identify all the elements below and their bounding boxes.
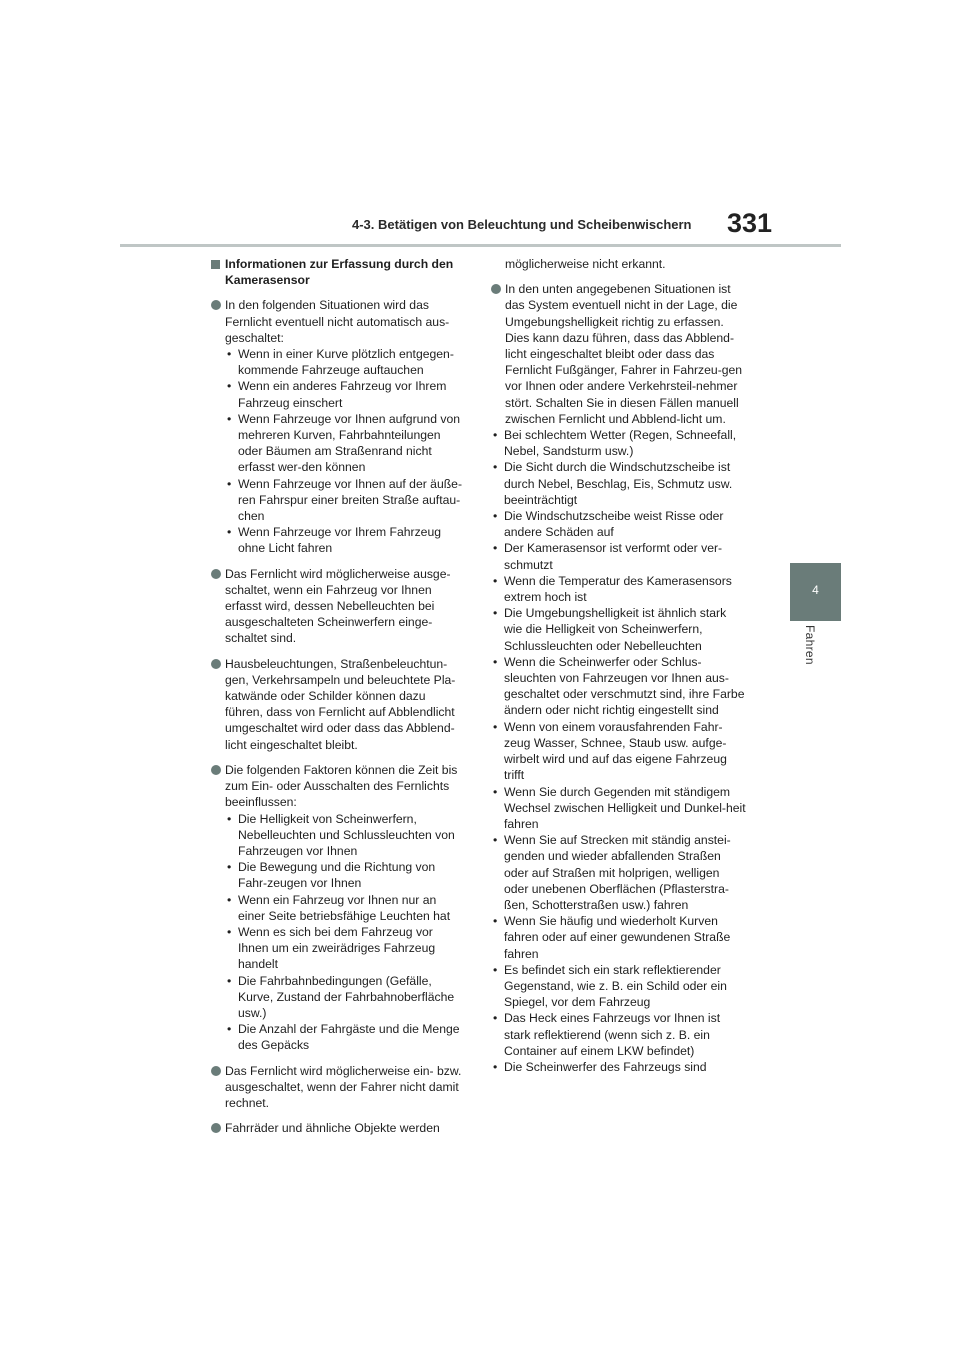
list-item-text: Wenn Sie häufig und wiederholt Kurven fahren oder auf einer gewundenen Straße fahren xyxy=(504,914,731,961)
paragraph-text: Hausbeleuchtungen, Straßenbeleuchtun-gen, Verkehrsampeln und beleuchtete Pla-katwände oder Schilder können dazu führen, dass von Fernlicht auf Abblendlicht umgeschaltet wird oder dass das Abblend-licht eingeschaltet bleibt. xyxy=(225,656,456,752)
list-item xyxy=(225,811,466,860)
bullet-mark: • xyxy=(493,654,498,669)
list-item-text: Das Heck eines Fahrzeugs vor Ihnen ist stark reflektierend (wenn sich z. B. ein Container auf einem LKW befindet) xyxy=(504,1011,721,1058)
dot-icon xyxy=(211,765,221,775)
list-item-text: Wenn in einer Kurve plötzlich entgegen-kommende Fahrzeuge auftauchen xyxy=(238,347,454,378)
header-title: 4-3. Betätigen von Beleuchtung und Scheibenwischern xyxy=(352,217,692,232)
bullet-mark: • xyxy=(227,347,232,362)
bullet-mark: • xyxy=(227,411,232,426)
paragraph xyxy=(211,656,466,753)
list-item xyxy=(491,654,746,719)
list-item-text: Die Umgebungshelligkeit ist ähnlich stark wie die Helligkeit von Scheinwerfern, Schlussleuchten oder Nebelleuchten xyxy=(504,606,727,653)
list-item xyxy=(491,573,746,605)
list-item-text: Wenn es sich bei dem Fahrzeug vor Ihnen um ein zweirädriges Fahrzeug handelt xyxy=(238,924,436,972)
chapter-label: Fahren xyxy=(803,625,817,665)
list-item xyxy=(225,924,466,973)
paragraph-text: Fahrräder und ähnliche Objekte werden xyxy=(225,1121,440,1136)
bullet-mark: • xyxy=(493,914,498,929)
bullet-mark: • xyxy=(227,860,232,875)
bullet-mark: • xyxy=(227,924,232,939)
bullet-mark: • xyxy=(227,1022,232,1037)
bullet-mark: • xyxy=(227,525,232,540)
list-item xyxy=(225,859,466,891)
list-item-text: Wenn Fahrzeuge vor Ihnen auf der äuße-ren Fahrspur einer breiten Straße auftau-chen xyxy=(238,476,463,524)
dot-icon xyxy=(491,284,501,294)
bullet-list xyxy=(225,811,466,1054)
list-item-text: Die Windschutzscheibe weist Risse oder andere Schäden auf xyxy=(504,509,724,540)
list-item xyxy=(491,1010,746,1059)
list-item-text: Die Bewegung und die Richtung von Fahr-zeugen vor Ihnen xyxy=(238,860,436,891)
list-item xyxy=(491,508,746,540)
dot-icon xyxy=(211,659,221,669)
bullet-list xyxy=(491,427,746,1075)
list-item-text: Wenn ein Fahrzeug vor Ihnen nur an einer Seite betriebsfähige Leuchten hat xyxy=(238,892,451,923)
list-item xyxy=(225,524,466,556)
list-item xyxy=(225,892,466,924)
list-item-text: Der Kamerasensor ist verformt oder ver-schmutzt xyxy=(504,541,723,572)
dot-icon xyxy=(211,1066,221,1076)
bullet-mark: • xyxy=(227,892,232,907)
bullet-mark: • xyxy=(493,509,498,524)
list-item-text: Wenn Fahrzeuge vor Ihrem Fahrzeug ohne Licht fahren xyxy=(238,525,441,556)
left-column xyxy=(211,256,466,1145)
bullet-mark: • xyxy=(493,1011,498,1026)
list-item xyxy=(491,1059,746,1075)
right-column xyxy=(491,256,746,1075)
dot-icon xyxy=(211,300,221,310)
list-item xyxy=(225,1021,466,1053)
list-item xyxy=(491,962,746,1011)
bullet-mark: • xyxy=(227,811,232,826)
list-item xyxy=(491,459,746,508)
bullet-mark: • xyxy=(493,606,498,621)
list-item-text: Wenn von einem vorausfahrenden Fahr-zeug Wasser, Schnee, Staub usw. aufge-wirbelt wird und auf das eigene Fahrzeug trifft xyxy=(504,719,727,783)
header-rule xyxy=(120,244,841,247)
bullet-mark: • xyxy=(493,784,498,799)
list-item xyxy=(491,719,746,784)
list-item xyxy=(491,913,746,962)
list-item-text: Die Scheinwerfer des Fahrzeugs sind xyxy=(504,1059,707,1074)
page-number: 331 xyxy=(727,208,773,238)
bullet-list xyxy=(225,346,466,557)
list-item xyxy=(225,378,466,410)
list-item-text: Die Anzahl der Fahrgäste und die Menge des Gepäcks xyxy=(238,1022,460,1053)
list-item xyxy=(225,973,466,1022)
paragraph xyxy=(211,762,466,1054)
paragraph xyxy=(211,1120,466,1136)
list-item-text: Bei schlechtem Wetter (Regen, Schneefall, Nebel, Sandsturm usw.) xyxy=(504,428,737,459)
bullet-mark: • xyxy=(493,460,498,475)
list-item xyxy=(491,784,746,833)
list-item xyxy=(491,605,746,654)
paragraph xyxy=(491,281,746,427)
continuation-text: möglicherweise nicht erkannt. xyxy=(505,257,666,271)
list-item-text: Wenn die Scheinwerfer oder Schlus-sleuchten von Fahrzeugen vor Ihnen aus-geschaltet oder verschmutzt sind, ihre Farbe ändern oder nicht richtig eingestellt sind xyxy=(504,654,745,718)
paragraph-text: Die folgenden Faktoren können die Zeit bis zum Ein- oder Ausschalten des Fernlichts beeinflussen: xyxy=(225,762,458,810)
section-heading-text: Informationen zur Erfassung durch den Kamerasensor xyxy=(225,257,454,288)
bullet-mark: • xyxy=(493,962,498,977)
dot-icon xyxy=(211,1123,221,1133)
list-item xyxy=(225,346,466,378)
bullet-mark: • xyxy=(493,719,498,734)
list-item-text: Die Fahrbahnbedingungen (Gefälle, Kurve, Zustand der Fahrbahnoberfläche usw.) xyxy=(238,973,455,1020)
bullet-mark: • xyxy=(227,476,232,491)
paragraph-text: In den unten angegebenen Situationen ist das System eventuell nicht in der Lage, die Umgebungshelligkeit richtig zu erfassen. Dies kann dazu führen, dass das Abblend-licht eingeschaltet bleibt oder dass das Fernlicht Fußgänger, Fahrer in Fahrzeu-gen vor Ihnen oder andere Verkehrsteil-nehmer stört. Schalten Sie in diesen Fällen manuell zwischen Fernlicht und Abblend-licht um. xyxy=(505,282,743,426)
bullet-mark: • xyxy=(493,833,498,848)
list-item xyxy=(491,832,746,913)
bullet-mark: • xyxy=(493,428,498,443)
bullet-mark: • xyxy=(227,973,232,988)
list-item xyxy=(491,427,746,459)
bullet-mark: • xyxy=(493,541,498,556)
list-item-text: Wenn die Temperatur des Kamerasensors extrem hoch ist xyxy=(504,573,732,605)
list-item-text: Es befindet sich ein stark reflektierender Gegenstand, wie z. B. ein Schild oder ein Spiegel, vor dem Fahrzeug xyxy=(504,962,727,1010)
list-item-text: Wenn Sie durch Gegenden mit ständigem Wechsel zwischen Helligkeit und Dunkel-heit fahren xyxy=(504,784,746,831)
list-item-text: Wenn ein anderes Fahrzeug vor Ihrem Fahrzeug einschert xyxy=(238,379,447,410)
section-heading xyxy=(211,256,466,288)
list-item xyxy=(225,411,466,476)
bullet-mark: • xyxy=(227,379,232,394)
list-item-text: Wenn Fahrzeuge vor Ihnen aufgrund von mehreren Kurven, Fahrbahnteilungen oder Bäumen am Straßenrand nicht erfasst wer-den können xyxy=(238,411,461,475)
bullet-mark: • xyxy=(493,1059,498,1074)
paragraph xyxy=(211,1063,466,1112)
paragraph xyxy=(211,297,466,556)
chapter-tab xyxy=(790,563,841,621)
list-item xyxy=(225,476,466,525)
bullet-mark: • xyxy=(493,573,498,588)
square-icon xyxy=(211,260,220,269)
list-item xyxy=(491,540,746,572)
list-item-text: Die Helligkeit von Scheinwerfern, Nebelleuchten und Schlussleuchten von Fahrzeugen vor Ihnen xyxy=(238,811,455,858)
paragraph-text: Das Fernlicht wird möglicherweise ein- bzw. ausgeschaltet, wenn der Fahrer nicht damit rechnet. xyxy=(225,1063,462,1110)
list-item-text: Wenn Sie auf Strecken mit ständig anstei-genden und wieder abfallenden Straßen oder auf Straßen mit holprigen, welligen oder unebenen Oberflächen (Pflasterstra-ßen, Schotterstraßen usw.) fahren xyxy=(504,833,731,912)
dot-icon xyxy=(211,569,221,579)
chapter-number: 4 xyxy=(812,583,819,597)
paragraph-text: Das Fernlicht wird möglicherweise ausge-schaltet, wenn ein Fahrzeug vor Ihnen erfasst wird, dessen Nebelleuchten bei ausgeschalteten Scheinwerfern einge-schaltet sind. xyxy=(225,566,451,646)
list-item-text: Die Sicht durch die Windschutzscheibe ist durch Nebel, Beschlag, Eis, Schmutz usw. beeinträchtigt xyxy=(504,460,733,507)
paragraph-text: In den folgenden Situationen wird das Fernlicht eventuell nicht automatisch aus-geschaltet: xyxy=(225,298,450,345)
paragraph xyxy=(211,566,466,647)
